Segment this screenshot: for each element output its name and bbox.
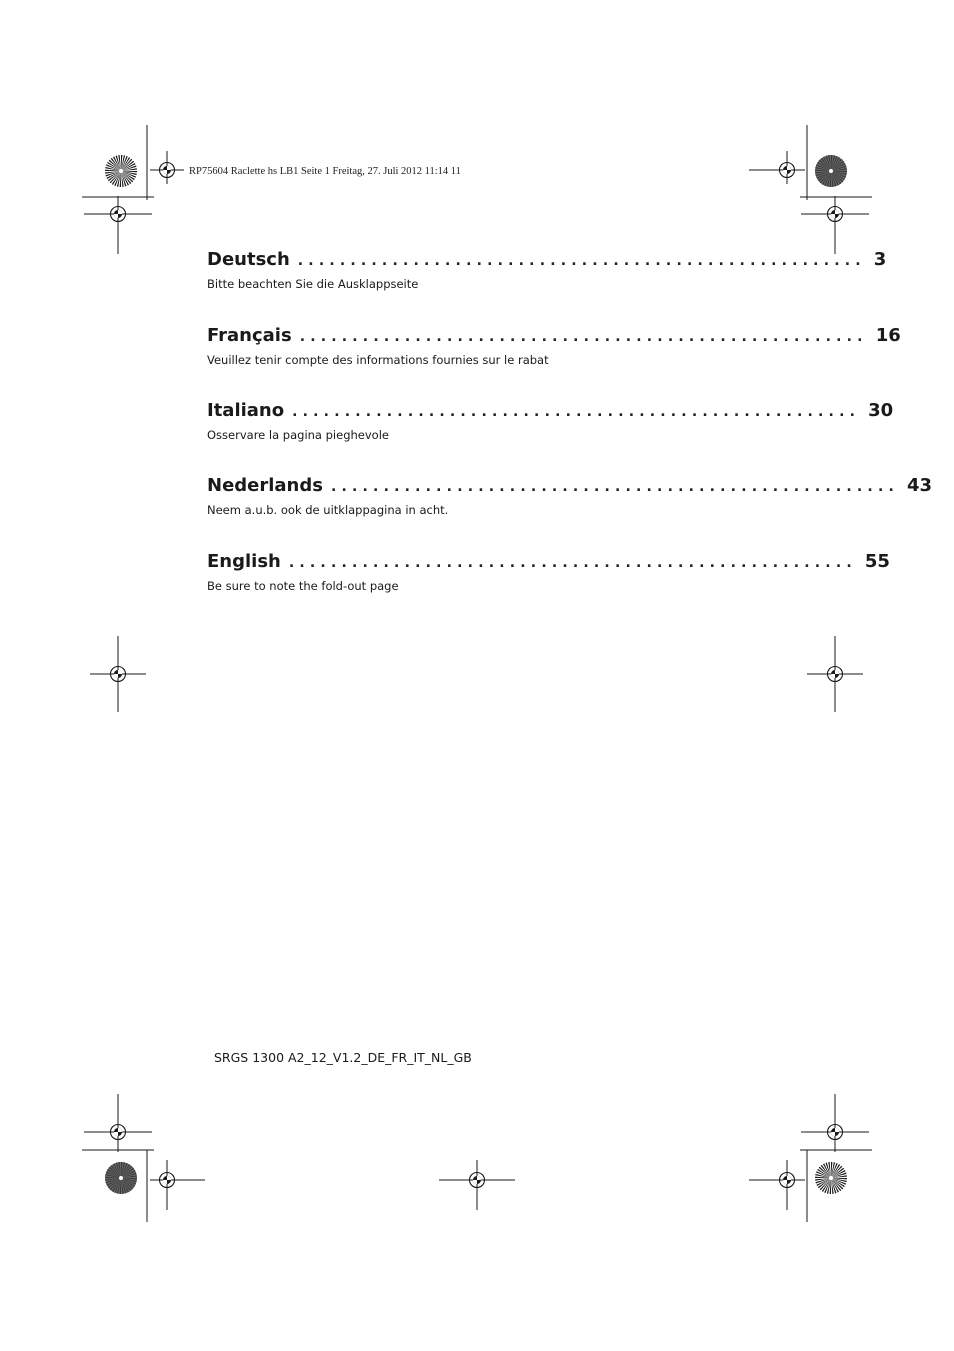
toc-entry-nederlands[interactable]: [207, 475, 933, 517]
toc-entry-deutsch[interactable]: [207, 249, 887, 291]
toc-page-number: 30: [868, 400, 894, 421]
printer-info-line: RP75604 Raclette hs LB1 Seite 1 Freitag, 27. Juli 2012 11:14 11: [189, 166, 461, 177]
toc-note: Osservare la pagina pieghevole: [207, 428, 389, 442]
starburst-center: [119, 169, 123, 173]
toc-language: Italiano: [207, 400, 285, 421]
print-starburst-icon: [105, 155, 847, 1194]
toc-entry-francais[interactable]: [207, 325, 901, 367]
toc-language: English: [207, 551, 281, 572]
starburst-center: [119, 1176, 123, 1180]
toc-leader-dots: ......................................................: [299, 329, 868, 345]
toc-note: Neem a.u.b. ook de uitklappagina in acht.: [207, 503, 449, 517]
registration-crosshair-icon: [111, 163, 843, 1188]
toc-page-number: 16: [875, 325, 901, 346]
toc-leader-dots: ......................................................: [288, 555, 857, 571]
toc-language: Français: [207, 325, 292, 346]
toc-entry-italiano[interactable]: [207, 400, 894, 442]
toc-page-number: 43: [906, 475, 933, 496]
toc-entry-english[interactable]: [207, 551, 890, 593]
toc-language: Nederlands: [207, 475, 323, 496]
toc-note: Be sure to note the fold-out page: [207, 579, 399, 593]
starburst-center: [829, 1176, 833, 1180]
toc-page-number: 55: [864, 551, 890, 572]
document-code: SRGS 1300 A2_12_V1.2_DE_FR_IT_NL_GB: [214, 1050, 472, 1065]
toc-note: Veuillez tenir compte des informations fournies sur le rabat: [207, 353, 549, 367]
toc-leader-dots: ......................................................: [292, 404, 861, 420]
toc-note: Bitte beachten Sie die Ausklappseite: [207, 277, 419, 291]
toc-leader-dots: ......................................................: [297, 253, 866, 269]
toc-page-number: 3: [873, 249, 887, 270]
toc-leader-dots: ......................................................: [330, 479, 899, 495]
starburst-center: [829, 169, 833, 173]
toc-language: Deutsch: [207, 249, 290, 270]
